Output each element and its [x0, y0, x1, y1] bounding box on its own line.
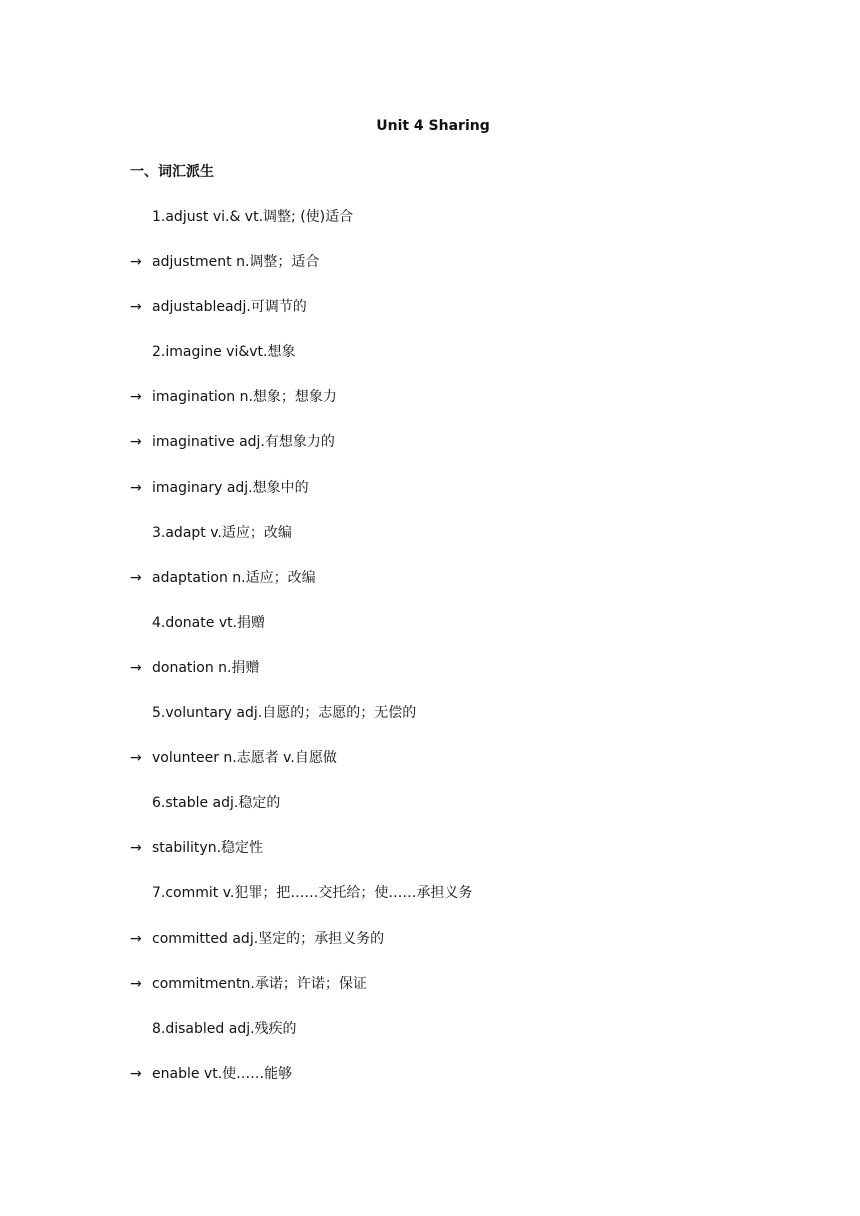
entry-text: adjustableadj.可调节的 — [152, 299, 307, 316]
arrow-icon: → — [130, 1065, 142, 1082]
list-item — [130, 568, 810, 613]
entry-text: imagination n.想象；想象力 — [152, 389, 337, 406]
entry-text: commitmentn.承诺；许诺；保证 — [152, 975, 367, 992]
entry-text: 3.adapt v.适应；改编 — [152, 524, 292, 541]
section-heading: 一、词汇派生 — [130, 164, 214, 180]
list-item — [130, 748, 810, 793]
list-item — [130, 703, 810, 748]
list-item — [130, 523, 810, 568]
arrow-icon: → — [130, 569, 142, 586]
entry-text: adjustment n.调整；适合 — [152, 254, 320, 271]
arrow-icon: → — [130, 479, 142, 496]
arrow-icon: → — [130, 930, 142, 947]
list-item — [130, 478, 810, 523]
list-item — [130, 297, 810, 342]
list-item — [130, 974, 810, 1019]
list-item — [130, 1064, 810, 1109]
list-item — [130, 838, 810, 883]
arrow-icon: → — [130, 975, 142, 992]
arrow-icon: → — [130, 254, 142, 271]
list-item — [130, 387, 810, 432]
entry-text: 2.imagine vi&vt.想象 — [152, 344, 296, 361]
entry-text: stabilityn.稳定性 — [152, 840, 264, 857]
entry-text: adaptation n.适应；改编 — [152, 569, 316, 586]
entry-text: volunteer n.志愿者 v.自愿做 — [152, 750, 337, 767]
list-item — [130, 613, 810, 658]
entry-text: 1.adjust vi.& vt.调整; (使)适合 — [152, 209, 354, 225]
arrow-icon: → — [130, 389, 142, 406]
entry-text: imaginative adj.有想象力的 — [152, 434, 335, 451]
arrow-icon: → — [130, 750, 142, 767]
entry-text: 8.disabled adj.残疾的 — [152, 1020, 297, 1037]
entry-text: donation n.捐赠 — [152, 659, 260, 676]
arrow-icon: → — [130, 840, 142, 857]
arrow-icon: → — [130, 659, 142, 676]
list-item — [130, 342, 810, 387]
entry-text: 4.donate vt.捐赠 — [152, 614, 266, 631]
list-item — [130, 252, 810, 297]
list-item — [130, 929, 810, 974]
arrow-icon: → — [130, 299, 142, 316]
list-item — [130, 883, 810, 928]
entry-text: 6.stable adj.稳定的 — [152, 795, 281, 812]
list-item — [130, 432, 810, 477]
list-item — [130, 793, 810, 838]
list-item — [130, 658, 810, 703]
list-item — [130, 207, 810, 252]
entry-text: 5.voluntary adj.自愿的；志愿的；无偿的 — [152, 705, 417, 722]
entry-text: committed adj.坚定的；承担义务的 — [152, 930, 385, 947]
entry-text: 7.commit v.犯罪；把……交托给；使……承担义务 — [152, 885, 473, 902]
page-title: Unit 4 Sharing — [376, 118, 490, 134]
entry-text: enable vt.使……能够 — [152, 1065, 293, 1082]
entry-text: imaginary adj.想象中的 — [152, 479, 309, 496]
arrow-icon: → — [130, 434, 142, 451]
list-item — [130, 1019, 810, 1064]
vocabulary-list — [130, 207, 810, 1109]
